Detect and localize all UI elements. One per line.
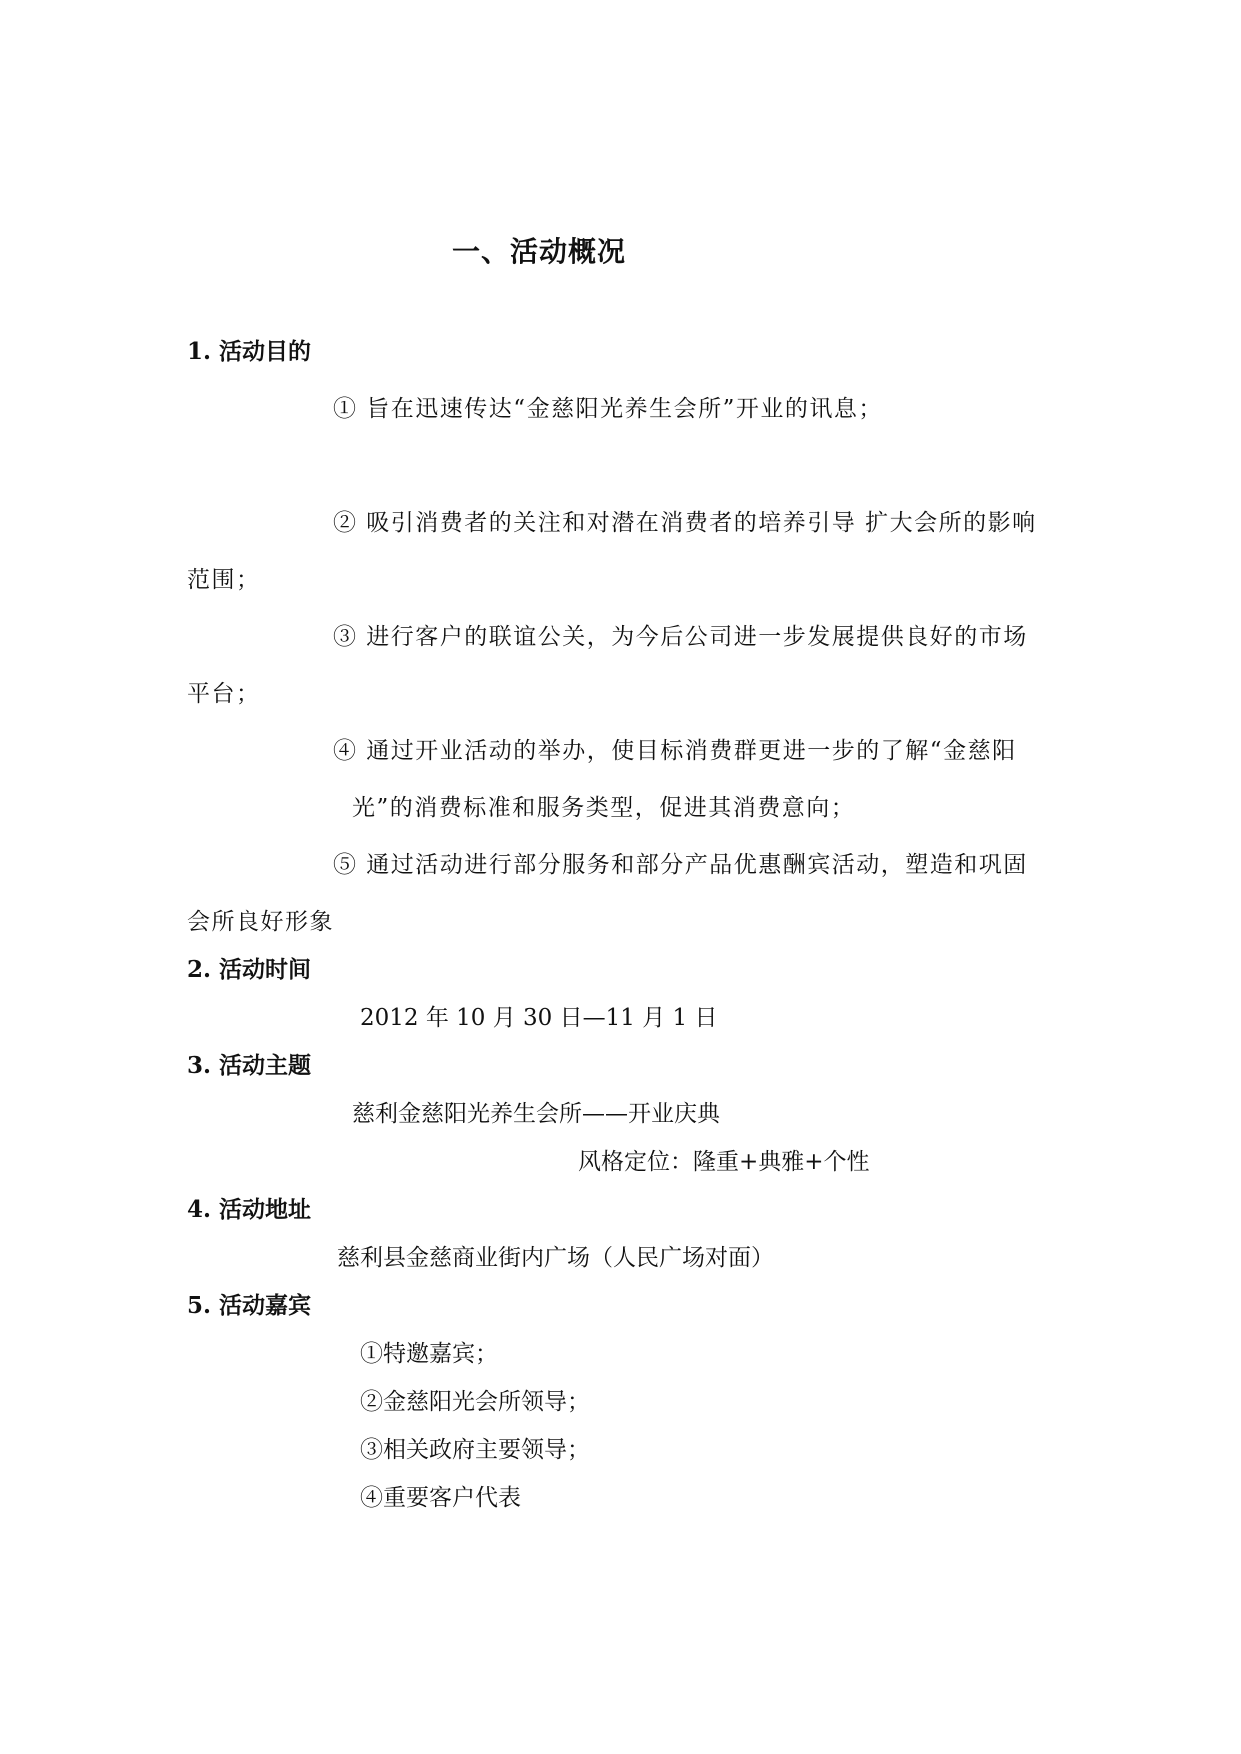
purpose-item-5-cont: 会所良好形象 (187, 909, 334, 935)
guest-item-2: ②金慈阳光会所领导； (360, 1389, 590, 1415)
purpose-item-3-cont: 平台； (187, 681, 261, 707)
guest-item-4: ④重要客户代表 (360, 1485, 521, 1511)
section-heading-location: 4. 活动地址 (187, 1196, 312, 1223)
guest-item-3: ③相关政府主要领导； (360, 1437, 590, 1463)
section-heading-purpose: 1. 活动目的 (187, 338, 312, 365)
guest-item-1: ①特邀嘉宾； (360, 1341, 498, 1367)
purpose-item-2: ② 吸引消费者的关注和对潜在消费者的培养引导 扩大会所的影响 (333, 510, 1037, 536)
section-heading-time: 2. 活动时间 (187, 956, 312, 983)
purpose-item-4: ④ 通过开业活动的举办，使目标消费群更进一步的了解“金慈阳 (333, 738, 1017, 764)
purpose-item-3: ③ 进行客户的联谊公关，为今后公司进一步发展提供良好的市场 (333, 624, 1028, 650)
purpose-item-2-cont: 范围； (187, 567, 261, 593)
page-title: 一、活动概况 (452, 235, 627, 268)
purpose-item-1: ① 旨在迅速传达“金慈阳光养生会所”开业的讯息； (333, 396, 883, 422)
purpose-item-4-cont: 光”的消费标准和服务类型，促进其消费意向； (352, 795, 856, 821)
activity-time-value: 2012 年 10 月 30 日—11 月 1 日 (360, 1005, 718, 1031)
purpose-item-5: ⑤ 通过活动进行部分服务和部分产品优惠酬宾活动，塑造和巩固 (333, 852, 1028, 878)
activity-theme-value: 慈利金慈阳光养生会所——开业庆典 (352, 1101, 720, 1127)
style-positioning: 风格定位：隆重+典雅+个性 (578, 1149, 870, 1175)
activity-location-value: 慈利县金慈商业街内广场（人民广场对面） (337, 1245, 774, 1271)
section-heading-theme: 3. 活动主题 (187, 1052, 312, 1079)
section-heading-guests: 5. 活动嘉宾 (187, 1292, 312, 1319)
